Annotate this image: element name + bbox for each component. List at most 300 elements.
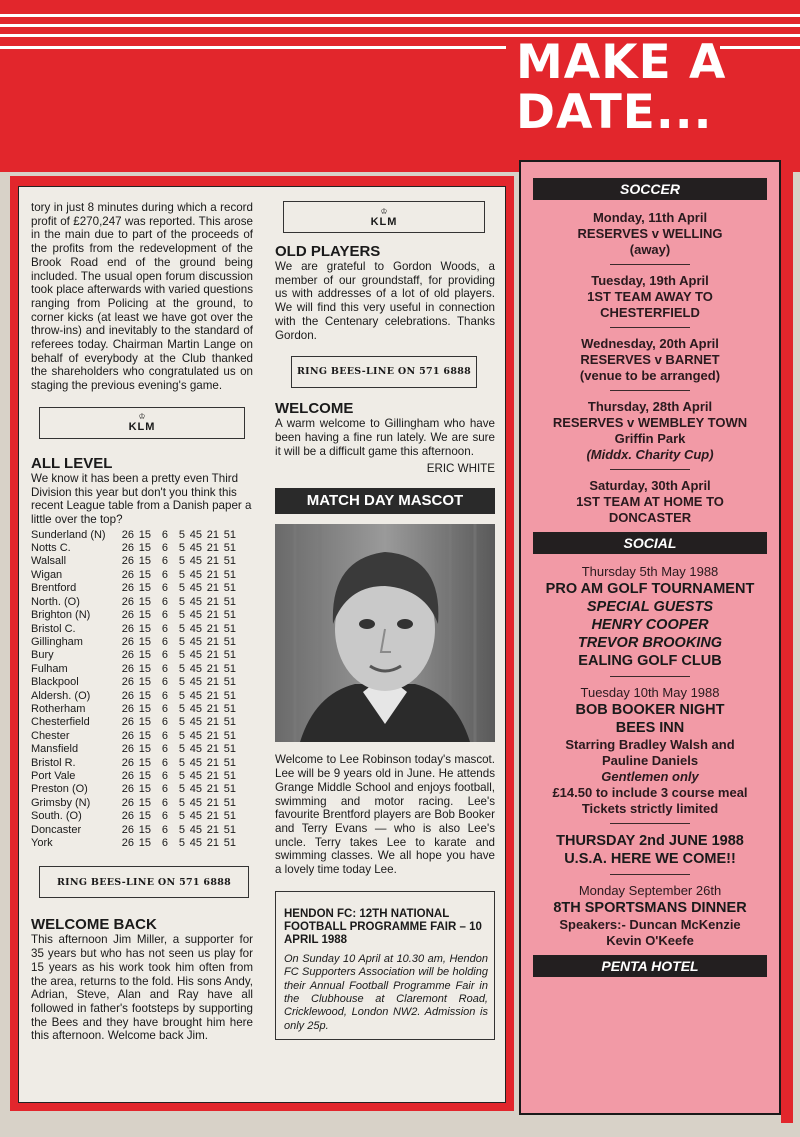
divider — [610, 469, 690, 470]
stat-cell: 51 — [223, 837, 236, 849]
all-level-text: We know it has been a pretty even Third Division this year but don't you think this recent League table from a Danish paper a little over the top? — [31, 471, 252, 526]
golf-guest-2: TREVOR BROOKING — [577, 635, 723, 651]
stat-cell: 15 — [138, 622, 151, 635]
crown-icon: ♔ — [380, 206, 388, 216]
table-row — [31, 623, 238, 636]
team-name: Brighton (N) — [31, 609, 91, 622]
stat-cell: 45 — [189, 635, 202, 648]
dinner-event — [533, 883, 767, 949]
bees-line-text: RING BEES-LINE ON 571 6888 — [296, 366, 472, 378]
stat-cell: 21 — [206, 635, 219, 648]
stat-cell: 51 — [223, 729, 236, 742]
stat-cell: 5 — [178, 662, 185, 675]
stat-cell: 5 — [178, 823, 185, 836]
stat-cell: 45 — [189, 689, 202, 702]
fixture-item — [533, 210, 767, 258]
stat-cell: 15 — [138, 756, 151, 769]
bees-line-advert-1 — [291, 356, 477, 388]
stat-cell: 21 — [206, 582, 219, 595]
stat-cell: 5 — [178, 756, 185, 769]
stat-cell: 6 — [161, 743, 168, 756]
table-row — [31, 730, 238, 743]
golf-title: PRO AM GOLF TOURNAMENT — [545, 581, 755, 597]
booker-starring-1: Starring Bradley Walsh and — [565, 737, 735, 752]
stat-cell: 45 — [189, 649, 202, 662]
stat-cell: 45 — [189, 796, 202, 809]
booker-date: Tuesday 10th May 1988 — [580, 685, 720, 700]
stat-cell: 5 — [178, 528, 185, 541]
stat-cell: 45 — [189, 595, 202, 608]
stat-cell: 51 — [223, 823, 236, 836]
booker-starring-2: Pauline Daniels — [601, 753, 699, 768]
fixture-line2: DONCASTER — [608, 510, 692, 525]
klm-logo: KLM — [128, 421, 156, 434]
stat-cell: 45 — [189, 729, 202, 742]
stat-cell: 51 — [223, 622, 236, 635]
stat-cell: 51 — [223, 528, 236, 541]
fixture-line3: (Middx. Charity Cup) — [586, 447, 714, 462]
fixture-item — [533, 336, 767, 384]
table-row — [31, 824, 238, 837]
divider — [610, 676, 690, 677]
stat-cell: 26 — [121, 810, 134, 823]
stat-cell: 51 — [223, 716, 236, 729]
stat-cell: 45 — [189, 662, 202, 675]
stat-cell: 26 — [121, 729, 134, 742]
dinner-date: Monday September 26th — [578, 883, 722, 898]
team-name: Bury — [31, 649, 54, 662]
penta-hotel-footer: PENTA HOTEL — [533, 955, 767, 977]
golf-guest-1: HENRY COOPER — [591, 617, 709, 633]
team-name: York — [31, 837, 53, 849]
soccer-fixtures — [533, 210, 767, 526]
fixture-line1: 1ST TEAM AWAY TO — [587, 289, 713, 304]
stat-cell: 5 — [178, 810, 185, 823]
stat-cell: 15 — [138, 837, 151, 849]
stat-cell: 21 — [206, 609, 219, 622]
title-line-2: DATE... — [516, 85, 713, 140]
stat-cell: 6 — [161, 542, 168, 555]
left-column-2 — [275, 201, 495, 1040]
fixture-line1: 1ST TEAM AT HOME TO — [576, 494, 724, 509]
fair-text: On Sunday 10 April at 10.30 am, Hendon FC Supporters Association will be holding their Annual Football Programme Fair in the Clubhouse at Claremont Road, Cricklewood, London NW2. Admission is only 25p. — [284, 952, 488, 1032]
stat-cell: 45 — [189, 783, 202, 796]
stat-cell: 6 — [161, 769, 168, 782]
stat-cell: 45 — [189, 528, 202, 541]
stat-cell: 15 — [138, 689, 151, 702]
stat-cell: 21 — [206, 837, 219, 849]
stat-cell: 45 — [189, 756, 202, 769]
stat-cell: 5 — [178, 582, 185, 595]
golf-guests-label: SPECIAL GUESTS — [586, 599, 714, 615]
fixtures-panel — [519, 160, 781, 1115]
fixtures-content — [533, 178, 767, 977]
right-panel-shadow — [781, 168, 793, 1123]
stat-cell: 51 — [223, 609, 236, 622]
stat-cell: 45 — [189, 823, 202, 836]
stat-cell: 21 — [206, 676, 219, 689]
stat-cell: 5 — [178, 635, 185, 648]
stat-cell: 45 — [189, 676, 202, 689]
stat-cell: 51 — [223, 810, 236, 823]
stat-cell: 6 — [161, 609, 168, 622]
fixture-line1: RESERVES v BARNET — [580, 352, 720, 367]
all-level-heading: ALL LEVEL — [31, 454, 113, 472]
stat-cell: 26 — [121, 676, 134, 689]
divider — [610, 874, 690, 875]
divider — [610, 390, 690, 391]
golf-venue: EALING GOLF CLUB — [578, 653, 722, 669]
table-row — [31, 783, 238, 796]
stat-cell: 6 — [161, 528, 168, 541]
stat-cell: 15 — [138, 729, 151, 742]
stat-cell: 15 — [138, 609, 151, 622]
table-row — [31, 690, 238, 703]
stat-cell: 45 — [189, 810, 202, 823]
booker-event — [533, 685, 767, 817]
stripe-4 — [0, 46, 506, 49]
table-row — [31, 703, 238, 716]
welcome-heading: WELCOME — [275, 400, 354, 418]
social-heading: SOCIAL — [533, 532, 767, 554]
stripe-2 — [0, 24, 800, 27]
stat-cell: 51 — [223, 582, 236, 595]
stat-cell: 45 — [189, 837, 202, 849]
stat-cell: 45 — [189, 542, 202, 555]
stat-cell: 5 — [178, 796, 185, 809]
stat-cell: 15 — [138, 810, 151, 823]
team-name: Notts C. — [31, 542, 71, 555]
team-name: Bristol R. — [31, 756, 76, 769]
stat-cell: 5 — [178, 555, 185, 568]
fixture-date: Saturday, 30th April — [589, 478, 711, 493]
fixture-line2: (away) — [629, 242, 671, 257]
stat-cell: 5 — [178, 837, 185, 849]
stat-cell: 6 — [161, 823, 168, 836]
stat-cell: 51 — [223, 796, 236, 809]
stat-cell: 21 — [206, 810, 219, 823]
stat-cell: 26 — [121, 702, 134, 715]
stat-cell: 15 — [138, 676, 151, 689]
klm-advert-1 — [39, 407, 245, 439]
left-panel — [10, 176, 514, 1111]
stat-cell: 51 — [223, 662, 236, 675]
stat-cell: 26 — [121, 743, 134, 756]
stat-cell: 6 — [161, 555, 168, 568]
divider — [610, 327, 690, 328]
stat-cell: 51 — [223, 568, 236, 581]
stat-cell: 5 — [178, 622, 185, 635]
old-players-text: We are grateful to Gordon Woods, a member of our groundstaff, for providing us with addresses of a lot of old players. We will find this very useful in connection with the Centenary celebrations. Thanks Gordon. — [275, 260, 495, 342]
team-name: South. (O) — [31, 810, 82, 823]
stat-cell: 21 — [206, 783, 219, 796]
stat-cell: 6 — [161, 595, 168, 608]
table-row — [31, 582, 238, 595]
bees-line-advert-2 — [39, 866, 249, 898]
stat-cell: 26 — [121, 783, 134, 796]
stat-cell: 5 — [178, 743, 185, 756]
welcome-text: A warm welcome to Gillingham who have been having a fine run lately. We are sure it will be a difficult game this afternoon. — [275, 417, 495, 458]
team-name: Brentford — [31, 582, 77, 595]
stat-cell: 15 — [138, 528, 151, 541]
stat-cell: 21 — [206, 662, 219, 675]
stat-cell: 26 — [121, 716, 134, 729]
divider — [610, 823, 690, 824]
golf-event — [533, 564, 767, 670]
stat-cell: 15 — [138, 743, 151, 756]
table-row — [31, 810, 238, 823]
team-name: Gillingham — [31, 635, 83, 648]
table-row — [31, 542, 238, 555]
stat-cell: 5 — [178, 702, 185, 715]
stat-cell: 45 — [189, 702, 202, 715]
fair-heading: HENDON FC: 12TH NATIONAL FOOTBALL PROGRAMME FAIR – 10 APRIL 1988 — [284, 907, 482, 946]
stat-cell: 26 — [121, 542, 134, 555]
stat-cell: 45 — [189, 555, 202, 568]
stat-cell: 21 — [206, 702, 219, 715]
mascot-heading: MATCH DAY MASCOT — [275, 488, 495, 514]
mascot-text: Welcome to Lee Robinson today's mascot. Lee will be 9 years old in June. He attends Grange Middle School and enjoys football, swimming and motor racing. Lee's favourite Brentford players are Bob Booker and Terry Evans — who is also Lee's uncle. Terry takes Lee to karate and swimming classes. We all hope you have a lovely time today Lee. — [275, 753, 495, 877]
stat-cell: 5 — [178, 783, 185, 796]
stat-cell: 15 — [138, 783, 151, 796]
fixture-item — [533, 399, 767, 463]
stat-cell: 6 — [161, 662, 168, 675]
fixture-line2: (venue to be arranged) — [579, 368, 721, 383]
stat-cell: 26 — [121, 568, 134, 581]
stat-cell: 26 — [121, 662, 134, 675]
team-name: Grimsby (N) — [31, 796, 91, 809]
team-name: Wigan — [31, 568, 63, 581]
fixture-line2: CHESTERFIELD — [600, 305, 700, 320]
stat-cell: 5 — [178, 689, 185, 702]
bees-line-text: RING BEES-LINE ON 571 6888 — [56, 876, 232, 888]
fixture-date: Tuesday, 19th April — [591, 273, 709, 288]
stat-cell: 5 — [178, 649, 185, 662]
stat-cell: 5 — [178, 595, 185, 608]
stat-cell: 5 — [178, 568, 185, 581]
stat-cell: 21 — [206, 528, 219, 541]
divider — [610, 264, 690, 265]
stat-cell: 6 — [161, 676, 168, 689]
stat-cell: 21 — [206, 555, 219, 568]
stat-cell: 21 — [206, 595, 219, 608]
stat-cell: 51 — [223, 595, 236, 608]
table-row — [31, 569, 238, 582]
stat-cell: 26 — [121, 635, 134, 648]
stat-cell: 15 — [138, 662, 151, 675]
team-name: Chesterfield — [31, 716, 90, 729]
left-content — [18, 186, 506, 1103]
stat-cell: 6 — [161, 837, 168, 849]
table-row — [31, 649, 238, 662]
team-name: Blackpool — [31, 676, 79, 689]
stat-cell: 6 — [161, 635, 168, 648]
booker-title: BOB BOOKER NIGHT — [575, 702, 725, 718]
table-row — [31, 743, 238, 756]
booker-venue: BEES INN — [615, 720, 685, 736]
stat-cell: 26 — [121, 837, 134, 849]
stat-cell: 5 — [178, 716, 185, 729]
booker-note: Gentlemen only — [601, 769, 699, 784]
stat-cell: 26 — [121, 528, 134, 541]
stat-cell: 5 — [178, 542, 185, 555]
old-players-heading: OLD PLAYERS — [275, 243, 381, 260]
stat-cell: 51 — [223, 743, 236, 756]
stat-cell: 6 — [161, 702, 168, 715]
klm-logo: KLM — [370, 215, 398, 228]
fixture-line1: RESERVES v WEMBLEY TOWN — [552, 415, 748, 430]
stat-cell: 6 — [161, 622, 168, 635]
stat-cell: 15 — [138, 555, 151, 568]
stat-cell: 6 — [161, 783, 168, 796]
stat-cell: 26 — [121, 649, 134, 662]
stat-cell: 15 — [138, 823, 151, 836]
stat-cell: 21 — [206, 542, 219, 555]
team-name: Fulham — [31, 662, 68, 675]
booker-tickets: Tickets strictly limited — [581, 801, 719, 816]
fixture-item — [533, 478, 767, 526]
stat-cell: 15 — [138, 568, 151, 581]
stat-cell: 51 — [223, 635, 236, 648]
team-name: Port Vale — [31, 769, 76, 782]
stat-cell: 45 — [189, 716, 202, 729]
fixture-date: Monday, 11th April — [592, 210, 708, 225]
dinner-title: 8TH SPORTSMANS DINNER — [553, 900, 747, 916]
stat-cell: 51 — [223, 769, 236, 782]
stat-cell: 21 — [206, 729, 219, 742]
agm-report-text: tory in just 8 minutes during which a record profit of £270,247 was reported. This arose in the main due to part of the proceeds of the profits from the redevelopment of the Brook Road end of the ground being included. The usual open forum discussion took place afterwards with varied questions ranging from Policing at the ground, to corner kicks (at least we have got over the throw-ins) and inevitably to the standard of referees today. Chairman Martin Lange on behalf of everybody at the Club thanked the shareholders who congratulated us on staging the previous evening's game. — [31, 201, 253, 393]
team-name: Chester — [31, 729, 70, 742]
stat-cell: 5 — [178, 609, 185, 622]
stat-cell: 51 — [223, 676, 236, 689]
stat-cell: 15 — [138, 635, 151, 648]
table-row — [31, 837, 238, 850]
team-name: Aldersh. (O) — [31, 689, 91, 702]
table-row — [31, 609, 238, 622]
stat-cell: 6 — [161, 810, 168, 823]
stat-cell: 45 — [189, 609, 202, 622]
team-name: Doncaster — [31, 823, 82, 836]
table-row — [31, 663, 238, 676]
stat-cell: 6 — [161, 568, 168, 581]
stat-cell: 45 — [189, 568, 202, 581]
stat-cell: 26 — [121, 555, 134, 568]
welcome-back-heading: WELCOME BACK — [31, 916, 157, 934]
dinner-speakers-1: Speakers:- Duncan McKenzie — [559, 917, 741, 932]
team-name: Sunderland (N) — [31, 528, 106, 541]
stat-cell: 5 — [178, 769, 185, 782]
stat-cell: 51 — [223, 756, 236, 769]
stat-cell: 6 — [161, 756, 168, 769]
stat-cell: 21 — [206, 823, 219, 836]
stat-cell: 51 — [223, 542, 236, 555]
fixture-line1: RESERVES v WELLING — [577, 226, 723, 241]
stat-cell: 5 — [178, 729, 185, 742]
stat-cell: 6 — [161, 796, 168, 809]
stat-cell: 26 — [121, 582, 134, 595]
table-row — [31, 797, 238, 810]
team-name: Walsall — [31, 555, 67, 568]
stat-cell: 26 — [121, 689, 134, 702]
table-row — [31, 676, 238, 689]
stat-cell: 51 — [223, 555, 236, 568]
stat-cell: 5 — [178, 676, 185, 689]
table-row — [31, 555, 238, 568]
usa-title: U.S.A. HERE WE COME!! — [564, 851, 736, 867]
stat-cell: 21 — [206, 568, 219, 581]
fixture-date: Wednesday, 20th April — [581, 336, 719, 351]
team-name: Mansfield — [31, 743, 79, 756]
title-line-1: MAKE A — [516, 35, 727, 90]
stat-cell: 6 — [161, 649, 168, 662]
stat-cell: 21 — [206, 756, 219, 769]
team-name: Preston (O) — [31, 783, 88, 796]
crown-icon: ♔ — [138, 412, 146, 422]
booker-price: £14.50 to include 3 course meal — [552, 785, 748, 800]
stat-cell: 26 — [121, 769, 134, 782]
mascot-photo — [275, 524, 495, 742]
stat-cell: 45 — [189, 582, 202, 595]
stat-cell: 6 — [161, 689, 168, 702]
stat-cell: 26 — [121, 609, 134, 622]
team-name: North. (O) — [31, 595, 80, 608]
stat-cell: 26 — [121, 595, 134, 608]
stat-cell: 21 — [206, 622, 219, 635]
stat-cell: 21 — [206, 769, 219, 782]
stat-cell: 51 — [223, 783, 236, 796]
table-row — [31, 716, 238, 729]
welcome-back-text: This afternoon Jim Miller, a supporter for 35 years but who has not seen us play for 15 years as his work took him often from the area, returns to the fold. His sons Andy, Adrian, Steve, Alan and Ray have all followed in father's footsteps by supporting the Bees and they have brought him here this afternoon. Welcome back Jim. — [31, 933, 253, 1043]
stat-cell: 51 — [223, 702, 236, 715]
usa-event — [533, 832, 767, 868]
stat-cell: 15 — [138, 796, 151, 809]
stat-cell: 21 — [206, 743, 219, 756]
soccer-heading: SOCCER — [533, 178, 767, 200]
stripe-1 — [0, 14, 800, 17]
stat-cell: 15 — [138, 716, 151, 729]
league-table — [31, 529, 238, 851]
table-row — [31, 596, 238, 609]
klm-advert-2 — [283, 201, 485, 233]
stat-cell: 45 — [189, 622, 202, 635]
stat-cell: 15 — [138, 769, 151, 782]
stat-cell: 51 — [223, 649, 236, 662]
team-name: Bristol C. — [31, 622, 76, 635]
stat-cell: 15 — [138, 649, 151, 662]
left-column-1 — [31, 201, 253, 1043]
dinner-speakers-2: Kevin O'Keefe — [606, 933, 694, 948]
stat-cell: 15 — [138, 582, 151, 595]
usa-date: THURSDAY 2nd JUNE 1988 — [556, 833, 744, 849]
team-name: Rotherham — [31, 702, 86, 715]
stat-cell: 51 — [223, 689, 236, 702]
table-row — [31, 636, 238, 649]
stat-cell: 15 — [138, 542, 151, 555]
stat-cell: 26 — [121, 796, 134, 809]
golf-date: Thursday 5th May 1988 — [581, 564, 719, 579]
programme-fair-box — [275, 891, 495, 1040]
stat-cell: 21 — [206, 796, 219, 809]
table-row — [31, 770, 238, 783]
fixture-item — [533, 273, 767, 321]
stat-cell: 21 — [206, 716, 219, 729]
stat-cell: 6 — [161, 729, 168, 742]
stat-cell: 6 — [161, 716, 168, 729]
table-row — [31, 757, 238, 770]
fixture-date: Thursday, 28th April — [587, 399, 713, 414]
fixture-line2: Griffin Park — [614, 431, 686, 446]
stat-cell: 26 — [121, 622, 134, 635]
